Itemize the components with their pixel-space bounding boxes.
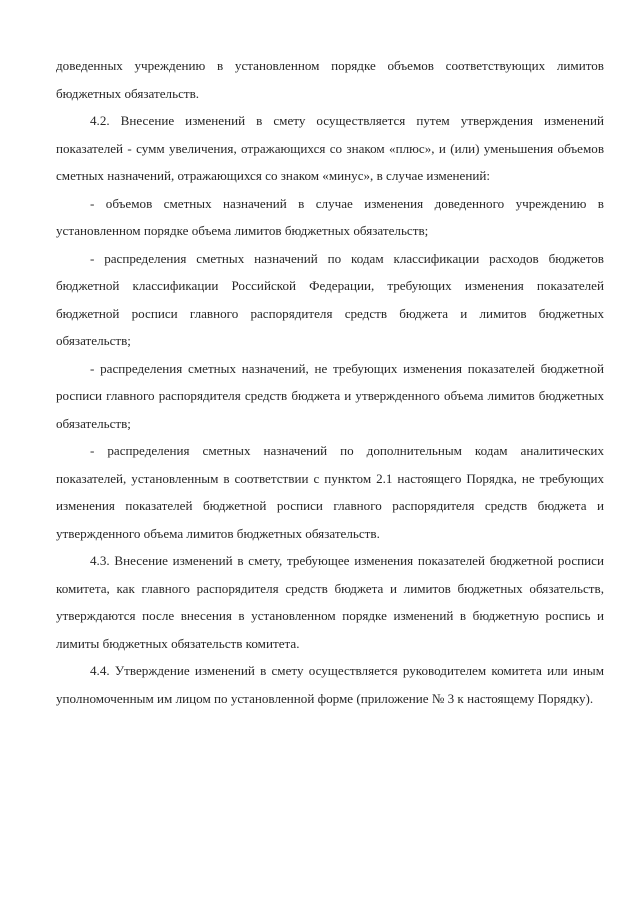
paragraph-bullet-budget-limits: - объемов сметных назначений в случае изменения доведенного учреждению в установленном порядке объема лимитов бюджетных обязательств; bbox=[56, 195, 608, 238]
paragraph-clause-4-4: 4.4. Утверждение изменений в смету осуществляется руководителем комитета или иным уполномоченным им лицом по установленной форме (приложение № 3 к настоящему Порядку). bbox=[56, 663, 608, 706]
paragraph-bullet-no-roster-change: - распределения сметных назначений, не требующих изменения показателей бюджетной росписи главного распорядителя средств бюджета и утвержденного объема лимитов бюджетных обязательств; bbox=[56, 360, 608, 431]
paragraph-clause-4-3: 4.3. Внесение изменений в смету, требующее изменения показателей бюджетной росписи комитета, как главного распорядителя средств бюджета и лимитов бюджетных обязательств, утверждаются после внесения в установленном порядке изменений в бюджетную роспись и лимиты бюджетных обязательств комитета. bbox=[56, 553, 608, 651]
paragraph-bullet-expense-classification: - распределения сметных назначений по кодам классификации расходов бюджетов бюджетной классификации Российской Федерации, требующих изменения показателей бюджетной росписи главного распорядителя средств бюджета и лимитов бюджетных обязательств; bbox=[56, 250, 608, 348]
paragraph-clause-4-2: 4.2. Внесение изменений в смету осуществляется путем утверждения изменений показателей - сумм увеличения, отражающихся со знаком «плюс», и (или) уменьшения объемов сметных назначений, отражающихся со знаком «минус», в случае изменений: bbox=[56, 113, 608, 183]
paragraph-bullet-analytic-codes: - распределения сметных назначений по дополнительным кодам аналитических показателей, установленным в соответствии с пунктом 2.1 настоящего Порядка, не требующих изменения показателей бюджетной росписи главного распорядителя средств бюджета и утвержденного объема лимитов бюджетных обязательств. bbox=[56, 443, 608, 541]
document-text-body bbox=[56, 52, 608, 712]
paragraph-continuation: доведенных учреждению в установленном порядке объемов соответствующих лимитов бюджетных обязательств. bbox=[56, 58, 608, 101]
